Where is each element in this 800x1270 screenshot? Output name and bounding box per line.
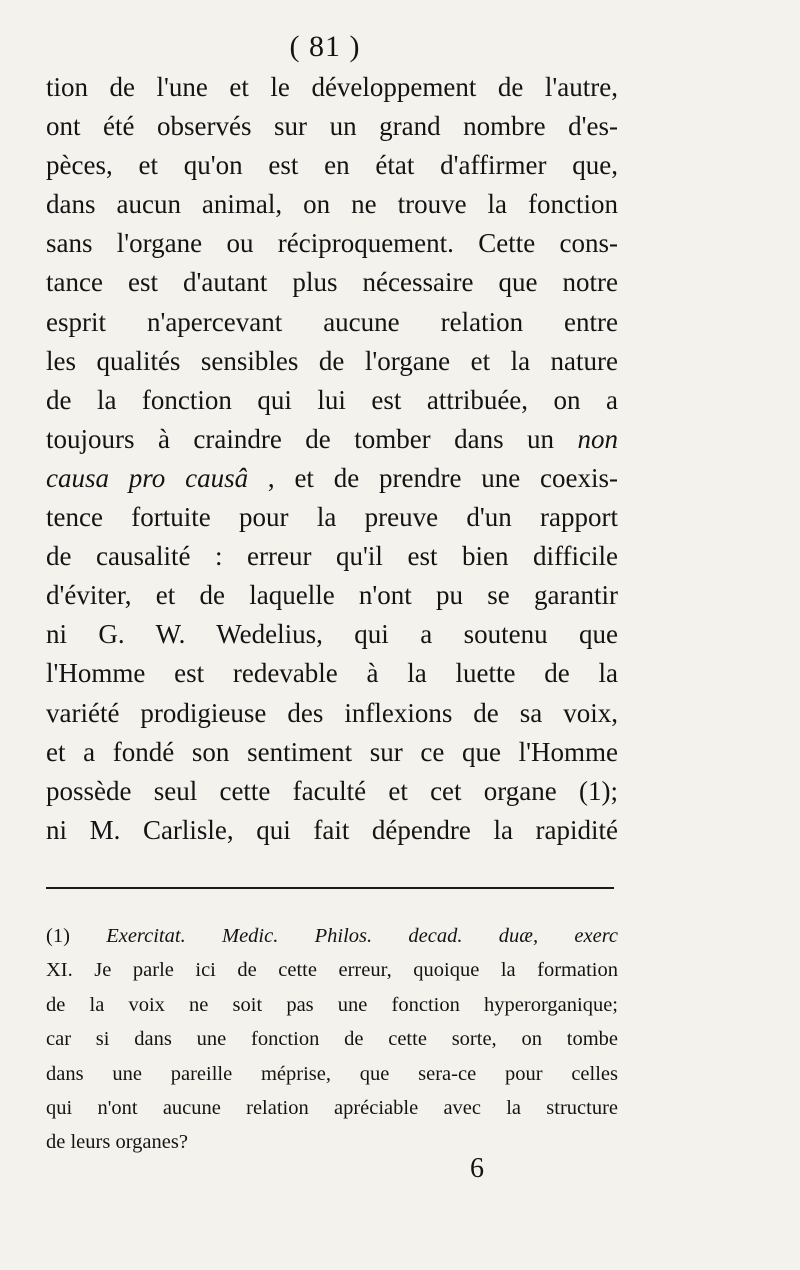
signature-mark: 6 <box>470 1153 484 1184</box>
footnote-marker: (1) <box>46 925 70 947</box>
text-line: pèces, et qu'on est en état d'affirmer que, <box>46 150 618 181</box>
text-line <box>46 420 618 459</box>
text-line: esprit n'apercevant aucune relation entre <box>46 306 618 337</box>
text-line: l'Homme est redevable à la luette de la <box>46 658 618 689</box>
text-line: les qualités sensibles de l'organe et la nature <box>46 345 618 376</box>
text-segment: toujours à craindre de tomber dans un <box>46 423 555 454</box>
footnote-line: car si dans une fonction de cette sorte, on tombe <box>46 1028 618 1051</box>
footnote-line <box>46 919 618 953</box>
footnote-reference: Exercitat. Medic. Philos. decad. duæ, exerc <box>106 925 619 947</box>
footnote-line: dans une pareille méprise, que sera-ce pour celles <box>46 1062 618 1085</box>
footnote-line: de la voix ne soit pas une fonction hyperorganique; <box>46 993 618 1016</box>
text-line: variété prodigieuse des inflexions de sa voix, <box>46 697 618 728</box>
footnote-line: qui n'ont aucune relation apréciable avec la structure <box>46 1096 618 1119</box>
text-segment: , et de prendre une coexis- <box>267 462 618 493</box>
text-line: ni M. Carlisle, qui fait dépendre la rapidité <box>46 814 618 845</box>
text-line: et a fondé son sentiment sur ce que l'Homme <box>46 736 618 767</box>
page-number: ( 81 ) <box>289 30 361 63</box>
italic-phrase: non <box>577 423 619 454</box>
text-line: de causalité : erreur qu'il est bien difficile <box>46 541 618 572</box>
text-line <box>46 459 618 498</box>
footnote-line: XI. Je parle ici de cette erreur, quoique la formation <box>46 959 618 982</box>
text-line: d'éviter, et de laquelle n'ont pu se garantir <box>46 580 618 611</box>
text-line: possède seul cette faculté et cet organe (1); <box>46 775 618 806</box>
text-line: dans aucun animal, on ne trouve la fonction <box>46 189 618 220</box>
text-line: tance est d'autant plus nécessaire que notre <box>46 267 618 298</box>
footnote-divider <box>46 887 614 889</box>
body-text <box>46 68 618 850</box>
text-line: sans l'organe ou réciproquement. Cette cons- <box>46 228 618 259</box>
text-line: ni G. W. Wedelius, qui a soutenu que <box>46 619 618 650</box>
italic-phrase: causa pro causâ <box>46 462 249 493</box>
text-line: de la fonction qui lui est attribuée, on a <box>46 384 618 415</box>
footnote <box>46 919 618 1160</box>
footnote-line: de leurs organes? <box>46 1131 188 1154</box>
text-line: ont été observés sur un grand nombre d'es- <box>46 111 618 142</box>
text-line: tence fortuite pour la preuve d'un rapport <box>46 502 618 533</box>
text-line: tion de l'une et le développement de l'autre, <box>46 72 618 102</box>
